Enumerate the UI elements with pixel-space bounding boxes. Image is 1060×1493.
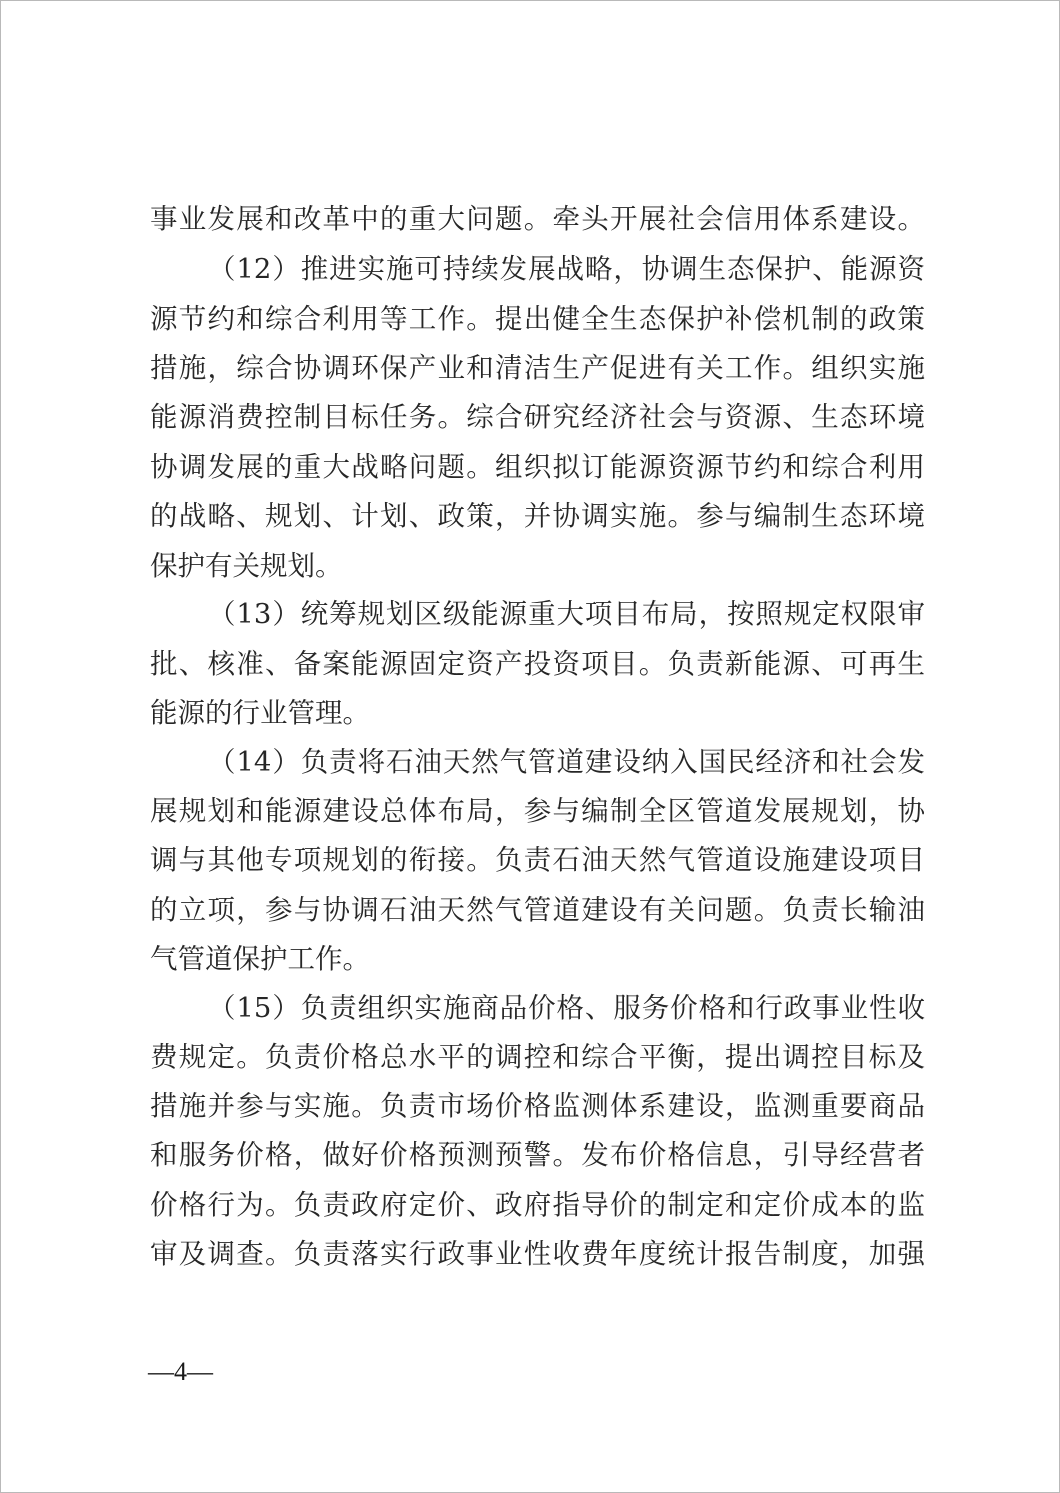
text-line: 的立项，参与协调石油天然气管道建设有关问题。负责长输油	[150, 894, 925, 926]
paragraph-15-first-line: （15）负责组织实施商品价格、服务价格和行政事业性收	[208, 992, 925, 1024]
text-line: 价格行为。负责政府定价、政府指导价的制定和定价成本的监	[150, 1189, 925, 1221]
text-line: 措施并参与实施。负责市场价格监测体系建设，监测重要商品	[150, 1090, 925, 1122]
text-line: 审及调查。负责落实行政事业性收费年度统计报告制度，加强	[150, 1238, 925, 1270]
page-number: —4—	[148, 1357, 213, 1386]
paragraph-12-first-line: （12）推进实施可持续发展战略，协调生态保护、能源资	[208, 253, 925, 285]
text-line: 能源消费控制目标任务。综合研究经济社会与资源、生态环境	[150, 401, 925, 433]
text-line: 事业发展和改革中的重大问题。牵头开展社会信用体系建设。	[150, 203, 925, 235]
text-line: 措施，综合协调环保产业和清洁生产促进有关工作。组织实施	[150, 352, 925, 384]
text-line: 展规划和能源建设总体布局，参与编制全区管道发展规划，协	[150, 795, 925, 827]
text-line: 批、核准、备案能源固定资产投资项目。负责新能源、可再生	[150, 648, 925, 680]
text-line: 保护有关规划。	[150, 550, 343, 582]
text-line: 的战略、规划、计划、政策，并协调实施。参与编制生态环境	[150, 500, 925, 532]
text-line: 能源的行业管理。	[150, 697, 370, 729]
text-line: 源节约和综合利用等工作。提出健全生态保护补偿机制的政策	[150, 303, 925, 335]
text-line: 费规定。负责价格总水平的调控和综合平衡，提出调控目标及	[150, 1041, 925, 1073]
text-line: 调与其他专项规划的衔接。负责石油天然气管道设施建设项目	[150, 844, 925, 876]
paragraph-13-first-line: （13）统筹规划区级能源重大项目布局，按照规定权限审	[208, 598, 925, 630]
paragraph-14-first-line: （14）负责将石油天然气管道建设纳入国民经济和社会发	[208, 746, 925, 778]
text-line: 气管道保护工作。	[150, 943, 370, 975]
text-line: 协调发展的重大战略问题。组织拟订能源资源节约和综合利用	[150, 451, 925, 483]
text-line: 和服务价格，做好价格预测预警。发布价格信息，引导经营者	[150, 1139, 925, 1171]
